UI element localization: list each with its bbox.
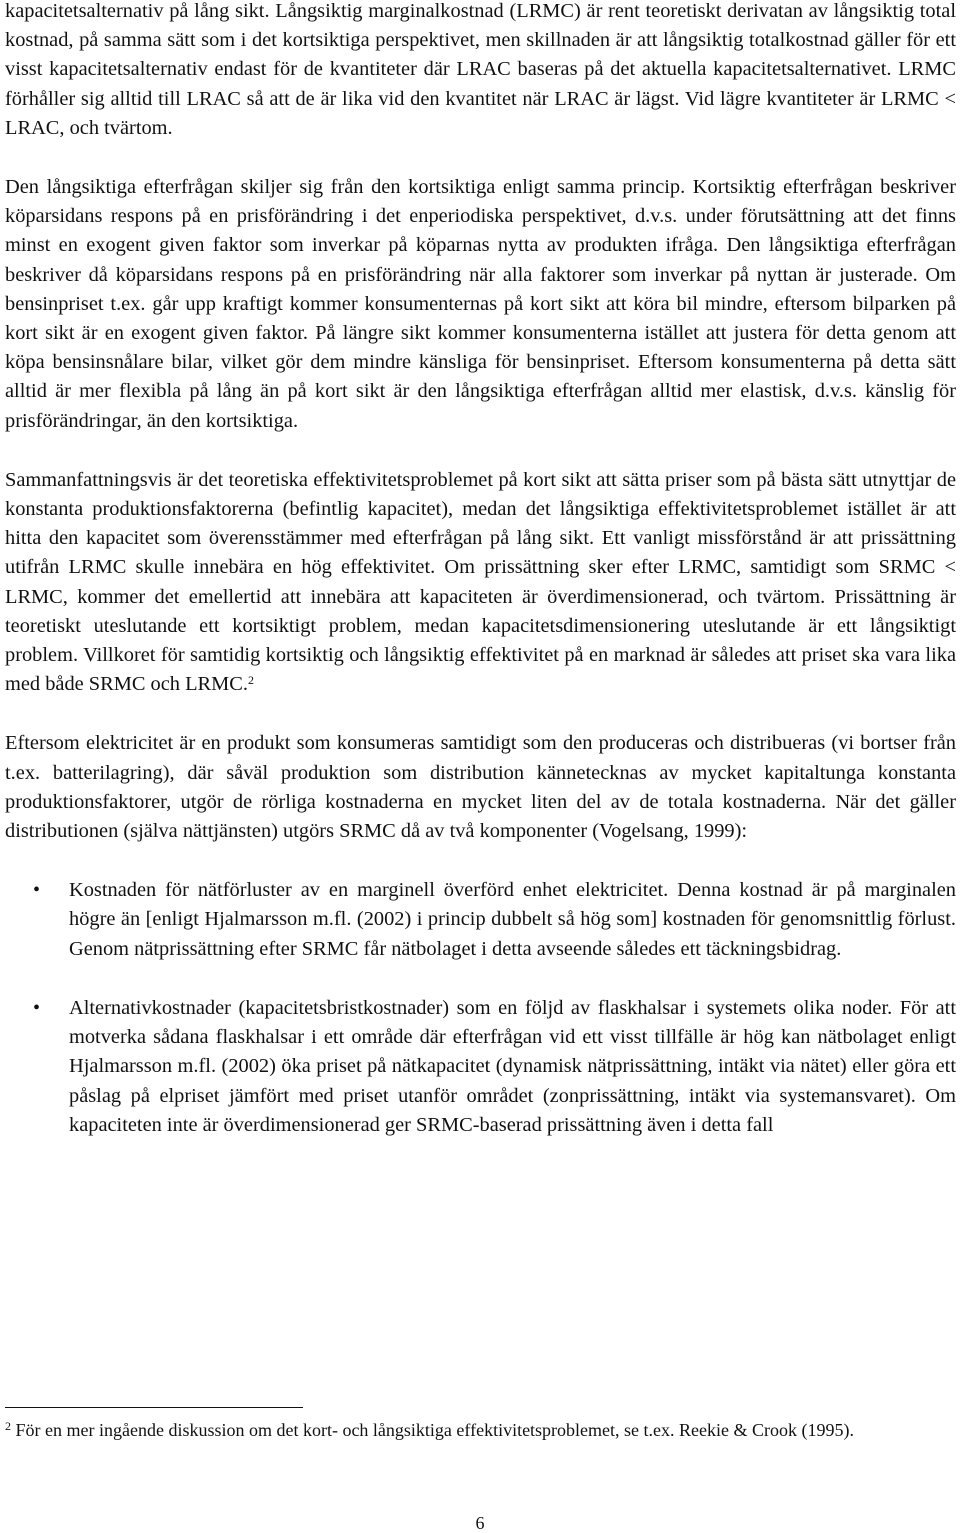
- list-item: [5, 994, 956, 1140]
- document-body: [5, 0, 956, 1142]
- list-item-text: Kostnaden för nätförluster av en marginell överförd enhet elektricitet. Denna kostnad är på marginalen högre än [enligt Hjalmarsson m.fl. (2002) i princip dubbelt så hög som] kostnaden för genomsnittlig förlust. Genom nätprissättning efter SRMC får nätbolaget i detta avseende således ett täckningsbidrag.: [69, 879, 956, 960]
- page-number: 6: [475, 1513, 485, 1533]
- paragraph-electricity: Eftersom elektricitet är en produkt som konsumeras samtidigt som den produceras och distribueras (vi bortser från t.ex. batterilagring), där såväl produktion som distribution kännetecknas av mycket kapitaltunga konstanta produktionsfaktorer, utgör de rörliga kostnaderna en mycket liten del av de totala kostnaderna. När det gäller distributionen (själva nättjänsten) utgörs SRMC då av två komponenter (Vogelsang, 1999):: [5, 732, 956, 843]
- bullet-icon: •: [33, 879, 41, 902]
- footnote: [5, 1418, 935, 1443]
- bullet-icon: •: [33, 996, 41, 1019]
- bullet-list: [5, 876, 956, 1140]
- list-item-text: Alternativkostnader (kapacitetsbristkostnader) som en följd av flaskhalsar i systemets olika noder. För att motverka sådana flaskhalsar i ett område där efterfrågan vid ett visst tillfälle är hög kan nätbolaget enligt Hjalmarsson m.fl. (2002) öka priset på nätkapacitet (dynamisk nätprissättning, intäkt via nätet) eller göra ett påslag på elpriset jämfört med priset utanför området (zonprissättning, intäkt via systemansvaret). Om kapaciteten inte är överdimensionerad ger SRMC-baserad prissättning även i detta fall: [69, 996, 956, 1136]
- footnote-reference: 2: [248, 673, 254, 688]
- paragraph-demand: Den långsiktiga efterfrågan skiljer sig från den kortsiktiga enligt samma princip. Kortsiktig efterfrågan beskriver köparsidans respons på en prisförändring i det enperiodiska perspektivet, d.v.s. under förutsättning att det finns minst en exogent given faktor som inverkar på köparnas nytta av produkten ifråga. Den långsiktiga efterfrågan beskriver då köparsidans respons på en prisförändring när alla faktorer som inverkar på nyttan är justerade. Om bensinpriset t.ex. går upp kraftigt kommer konsumenternas på kort sikt att köra bil mindre, eftersom bilparken på kort sikt är en exogent given faktor. På längre sikt kommer konsumenterna istället att justera för detta genom att köpa bensinsnålare bilar, vilket gör dem mindre känsliga för bensinpriset. Eftersom konsumenterna på detta sätt alltid är mer flexibla på lång än på kort sikt är den långsiktiga efterfrågan alltid mer elastisk, d.v.s. känslig för prisförändringar, än den kortsiktiga.: [5, 176, 956, 432]
- footnote-divider: [5, 1407, 303, 1408]
- paragraph-summary-text: Sammanfattningsvis är det teoretiska effektivitetsproblemet på kort sikt att sätta priser som på bästa sätt utnyttjar de konstanta produktionsfaktorerna (befintlig kapacitet), medan det långsiktiga effektivitetsproblemet istället är att hitta den kapacitet som överensstämmer med efterfrågan på lång sikt. Ett vanligt missförstånd är att prissättning utifrån LRMC skulle innebära en hög effektivitet. Om prissättning sker efter LRMC, samtidigt som SRMC < LRMC, kommer det emellertid att innebära att kapaciteten är överdimensionerad, och tvärtom. Prissättning är teoretiskt uteslutande ett kortsiktigt problem, medan kapacitetsdimensionering uteslutande är ett långsiktigt problem. Villkoret för samtidig kortsiktig och långsiktig effektivitet på en marknad är således att priset ska vara lika med både SRMC och LRMC.: [5, 468, 956, 696]
- paragraph-summary: [5, 466, 956, 700]
- list-item: [5, 876, 956, 964]
- footnote-marker: 2: [5, 1419, 11, 1433]
- paragraph-lrmc: kapacitetsalternativ på lång sikt. Långsiktig marginalkostnad (LRMC) är rent teoretiskt derivatan av långsiktig total kostnad, på samma sätt som i det kortsiktiga perspektivet, men skillnaden är att långsiktig totalkostnad gäller för ett visst kapacitetsalternativ endast för de kvantiteter där LRAC baseras på det aktuella kapacitetsalternativet. LRMC förhåller sig alltid till LRAC så att de är lika vid den kvantitet när LRAC är lägst. Vid lägre kvantiteter är LRMC < LRAC, och tvärtom.: [5, 0, 956, 139]
- footnote-text: För en mer ingående diskussion om det kort- och långsiktiga effektivitetsproblemet, se t.ex. Reekie & Crook (1995).: [15, 1420, 854, 1440]
